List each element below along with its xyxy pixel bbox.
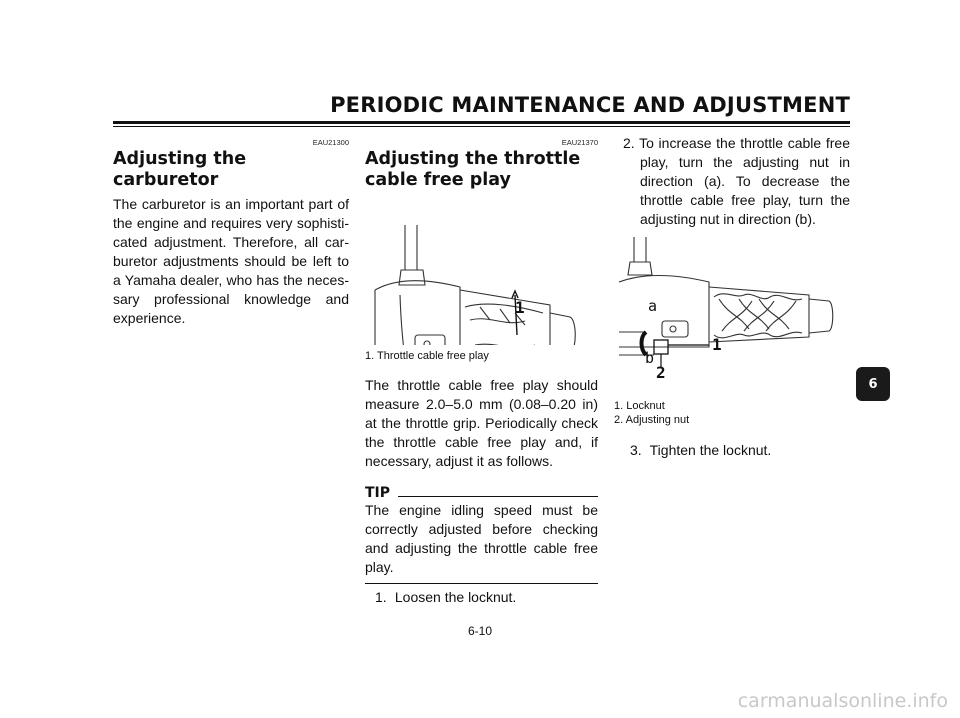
column-throttle-cable (365, 128, 598, 607)
figure-caption: 1. Locknut (614, 400, 665, 412)
figure-callout: 1 (712, 335, 722, 354)
throttle-grip-figure (365, 195, 598, 345)
step-number: 1. (375, 589, 387, 605)
throttle-grip-illustration (365, 195, 598, 345)
step-item (365, 588, 598, 607)
step-text: Loosen the locknut. (394, 589, 517, 605)
section-heading: Adjusting the throttle cable free play (365, 149, 581, 190)
section-code: EAU21370 (561, 138, 598, 147)
section-code: EAU21300 (312, 138, 349, 147)
adjusting-nut-figure (614, 237, 850, 387)
column-adjustment-steps (614, 134, 850, 460)
page-header-title: PERIODIC MAINTENANCE AND ADJUSTMENT (330, 93, 850, 117)
step-number: 3. (630, 442, 642, 458)
figure-callout: 2 (656, 363, 666, 382)
section-heading: Adjusting the carburetor (113, 149, 247, 190)
figure-caption: 1. Throttle cable free play (365, 350, 489, 362)
tip-label: TIP (365, 485, 391, 501)
tip-header (365, 485, 598, 501)
column-carburetor (113, 128, 349, 328)
step-text: To increase the throttle cable free play, turn the adjusting nut in direction (a). To decrease the throttle cable free play, turn the adjusting nut in direction (b). (639, 135, 850, 227)
tip-end-rule (365, 583, 598, 584)
watermark: carmanualsonline.info (737, 690, 948, 712)
figure-callout: 1 (515, 298, 525, 317)
figure-caption: 2. Adjusting nut (614, 414, 690, 426)
section-body: The throttle cable free play should measure 2.0–5.0 mm (0.08–0.20 in) at the throttle grip. Periodically check the throttle cable free play and, if necessary, adjust it as follows. (365, 377, 598, 469)
direction-label-b: b (645, 349, 655, 367)
step-number: 2. (623, 135, 635, 151)
tip-text: The engine idling speed must be correctly adjusted before checking and adjusting the throttle cable free play. (365, 502, 598, 575)
step-text: Tighten the locknut. (649, 442, 772, 458)
tip-rule (398, 496, 598, 497)
step-item (614, 134, 850, 229)
header-rule-thin (113, 126, 850, 127)
step-item (614, 441, 850, 460)
chapter-tab: 6 (856, 367, 890, 401)
section-body: The carburetor is an important part of the engine and requires very sophisti- cated adjustment. Therefore, all car- buretor adjustments should be left to a Yamaha dealer, who has the neces- sary professional knowledge and experience. (113, 196, 349, 326)
direction-label-a: a (648, 297, 658, 315)
header-rule (113, 121, 850, 124)
page-number: 6-10 (467, 624, 493, 638)
